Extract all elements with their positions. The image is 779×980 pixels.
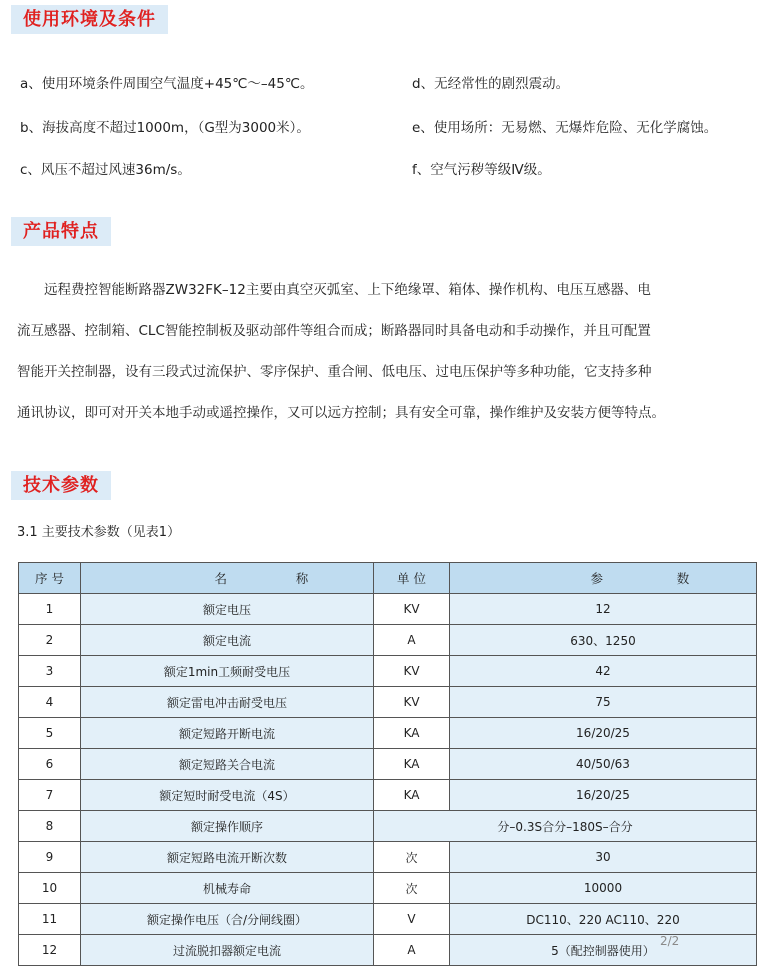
cell-unit: 次 bbox=[374, 873, 450, 904]
tech-params-table bbox=[18, 562, 757, 966]
cell-value: 16/20/25 bbox=[450, 780, 757, 811]
features-line: 通讯协议，即可对开关本地手动或遥控操作，又可以远方控制；具有安全可靠，操作维护及安装方便等特点。 bbox=[17, 405, 665, 421]
cell-no: 1 bbox=[19, 594, 81, 625]
cell-unit: 次 bbox=[374, 842, 450, 873]
table-row bbox=[19, 935, 757, 966]
cell-no: 4 bbox=[19, 687, 81, 718]
cell-no: 7 bbox=[19, 780, 81, 811]
cell-value: 30 bbox=[450, 842, 757, 873]
features-line: 智能开关控制器，设有三段式过流保护、零序保护、重合闸、低电压、过电压保护等多种功能，它支持多种 bbox=[17, 364, 652, 380]
cell-name: 额定短路电流开断次数 bbox=[81, 842, 374, 873]
features-line: 流互感器、控制箱、CLC智能控制板及驱动部件等组合而成；断路器同时具备电动和手动操作，并且可配置 bbox=[17, 323, 651, 339]
cell-name: 过流脱扣器额定电流 bbox=[81, 935, 374, 966]
table-row bbox=[19, 687, 757, 718]
cell-value: 630、1250 bbox=[450, 625, 757, 656]
features-line: 远程费控智能断路器ZW32FK–12主要由真空灭弧室、上下绝缘罩、箱体、操作机构、电压互感器、电 bbox=[17, 282, 651, 298]
table-caption: 3.1 主要技术参数（见表1） bbox=[17, 525, 181, 540]
cell-value: 12 bbox=[450, 594, 757, 625]
table-row bbox=[19, 594, 757, 625]
cell-no: 5 bbox=[19, 718, 81, 749]
header-param-a: 参 bbox=[590, 571, 603, 586]
table-row bbox=[19, 656, 757, 687]
header-param-b: 数 bbox=[676, 571, 690, 586]
header-name-b: 称 bbox=[295, 571, 309, 586]
features-paragraph bbox=[17, 270, 757, 434]
cell-value: 5（配控制器使用） bbox=[450, 935, 757, 966]
table-row bbox=[19, 718, 757, 749]
cell-value: 42 bbox=[450, 656, 757, 687]
cell-value: 16/20/25 bbox=[450, 718, 757, 749]
cell-value: 10000 bbox=[450, 873, 757, 904]
cell-unit: A bbox=[374, 625, 450, 656]
cell-unit: KV bbox=[374, 687, 450, 718]
cell-unit: KV bbox=[374, 594, 450, 625]
cell-name: 额定电压 bbox=[81, 594, 374, 625]
cell-no: 10 bbox=[19, 873, 81, 904]
table-row bbox=[19, 811, 757, 842]
header-param bbox=[450, 563, 757, 594]
cell-unit: KA bbox=[374, 780, 450, 811]
cell-value: DC110、220 AC110、220 bbox=[450, 904, 757, 935]
table-row bbox=[19, 873, 757, 904]
cell-no: 6 bbox=[19, 749, 81, 780]
cell-unit: A bbox=[374, 935, 450, 966]
cell-name: 额定1min工频耐受电压 bbox=[81, 656, 374, 687]
cell-name: 额定雷电冲击耐受电压 bbox=[81, 687, 374, 718]
header-no: 序 号 bbox=[19, 563, 81, 594]
table-row bbox=[19, 780, 757, 811]
cell-no: 12 bbox=[19, 935, 81, 966]
cell-no: 3 bbox=[19, 656, 81, 687]
cell-no: 8 bbox=[19, 811, 81, 842]
cell-no: 9 bbox=[19, 842, 81, 873]
cell-value: 75 bbox=[450, 687, 757, 718]
header-name-a: 名 bbox=[214, 571, 227, 586]
condition-a: a、使用环境条件周围空气温度+45℃～–45℃。 bbox=[20, 76, 314, 92]
cell-name: 额定电流 bbox=[81, 625, 374, 656]
cell-name: 额定短路关合电流 bbox=[81, 749, 374, 780]
cell-name: 额定短路开断电流 bbox=[81, 718, 374, 749]
table-row bbox=[19, 842, 757, 873]
section-title-features: 产品特点 bbox=[11, 217, 111, 246]
cell-name: 额定短时耐受电流（4S） bbox=[81, 780, 374, 811]
cell-no: 11 bbox=[19, 904, 81, 935]
condition-d: d、无经常性的剧烈震动。 bbox=[412, 76, 570, 92]
cell-no: 2 bbox=[19, 625, 81, 656]
cell-value-merged: 分–0.3S合分–180S–合分 bbox=[374, 811, 757, 842]
condition-e: e、使用场所：无易燃、无爆炸危险、无化学腐蚀。 bbox=[412, 120, 718, 136]
cell-name: 额定操作顺序 bbox=[81, 811, 374, 842]
table-row bbox=[19, 904, 757, 935]
condition-f: f、空气污秽等级Ⅳ级。 bbox=[412, 162, 551, 178]
section-title-environment: 使用环境及条件 bbox=[11, 5, 168, 34]
cell-unit: KA bbox=[374, 749, 450, 780]
cell-unit: V bbox=[374, 904, 450, 935]
condition-c: c、风压不超过风速36m/s。 bbox=[20, 162, 191, 178]
page-indicator: 2/2 bbox=[660, 934, 680, 948]
cell-value: 40/50/63 bbox=[450, 749, 757, 780]
condition-b: b、海拔高度不超过1000m，（G型为3000米）。 bbox=[20, 120, 310, 136]
cell-unit: KA bbox=[374, 718, 450, 749]
header-name bbox=[81, 563, 374, 594]
cell-name: 机械寿命 bbox=[81, 873, 374, 904]
header-unit: 单 位 bbox=[374, 563, 450, 594]
table-row bbox=[19, 625, 757, 656]
cell-name: 额定操作电压（合/分闸线圈） bbox=[81, 904, 374, 935]
section-title-tech: 技术参数 bbox=[11, 471, 111, 500]
table-header-row bbox=[19, 563, 757, 594]
cell-unit: KV bbox=[374, 656, 450, 687]
table-row bbox=[19, 749, 757, 780]
